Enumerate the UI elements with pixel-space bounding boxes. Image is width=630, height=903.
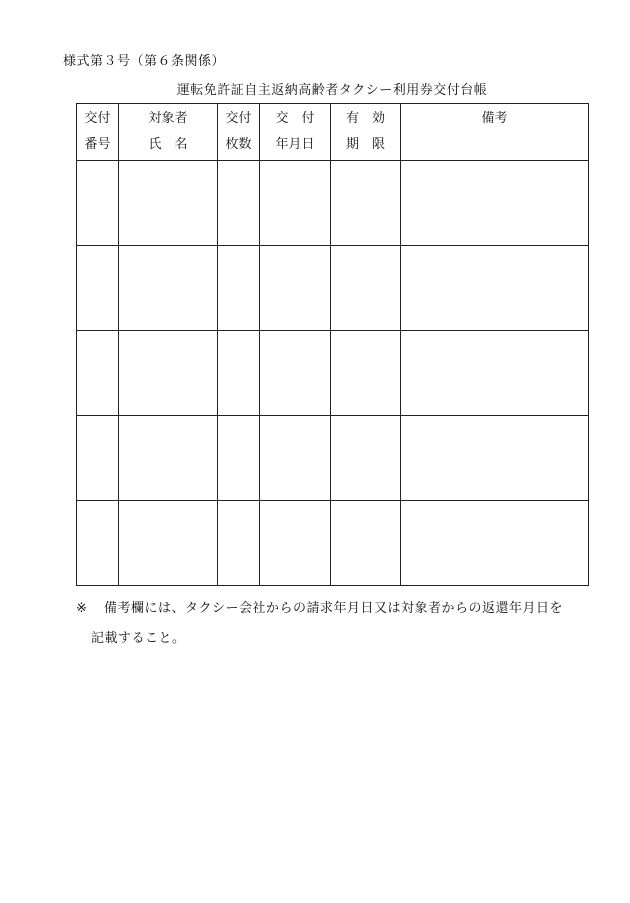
cell-expiry[interactable] <box>331 501 401 586</box>
header-issue-date-line1: 交 付 <box>275 111 315 126</box>
footnote-text-line1: 備考欄には、タクシー会社からの請求年月日又は対象者からの返還年月日を <box>104 601 564 616</box>
table-row <box>77 246 589 331</box>
table-row <box>77 161 589 246</box>
cell-expiry[interactable] <box>331 331 401 416</box>
header-expiry-line2: 期 限 <box>345 137 385 152</box>
cell-issued-count[interactable] <box>218 246 260 331</box>
header-issue-date <box>260 104 331 161</box>
header-recipient-name <box>119 104 218 161</box>
header-recipient-name-line1: 対象者 <box>148 111 188 126</box>
header-issue-date-line2: 年月日 <box>275 137 315 152</box>
cell-recipient-name[interactable] <box>119 416 218 501</box>
cell-remarks[interactable] <box>401 331 589 416</box>
cell-remarks[interactable] <box>401 161 589 246</box>
footnote-line1 <box>76 597 563 616</box>
header-row <box>77 104 589 161</box>
cell-remarks[interactable] <box>401 501 589 586</box>
header-issue-number-line2: 番号 <box>84 137 111 152</box>
cell-remarks[interactable] <box>401 416 589 501</box>
document-title: 運転免許証自主返納高齢者タクシー利用券交付台帳 <box>176 83 488 98</box>
header-expiry <box>331 104 401 161</box>
cell-issued-count[interactable] <box>218 416 260 501</box>
cell-issue-number[interactable] <box>77 331 119 416</box>
cell-issue-date[interactable] <box>260 416 331 501</box>
cell-issue-date[interactable] <box>260 501 331 586</box>
header-issued-count <box>218 104 260 161</box>
table-row <box>77 331 589 416</box>
cell-expiry[interactable] <box>331 246 401 331</box>
cell-recipient-name[interactable] <box>119 161 218 246</box>
reference-mark: ※ <box>76 601 88 616</box>
cell-recipient-name[interactable] <box>119 331 218 416</box>
table-row <box>77 501 589 586</box>
cell-issue-number[interactable] <box>77 501 119 586</box>
cell-expiry[interactable] <box>331 416 401 501</box>
cell-issue-number[interactable] <box>77 161 119 246</box>
header-recipient-name-line2: 氏 名 <box>148 137 188 152</box>
header-issue-number <box>77 104 119 161</box>
cell-issue-date[interactable] <box>260 246 331 331</box>
ledger-table <box>76 103 589 586</box>
footnote-line2: 記載すること。 <box>91 631 186 646</box>
cell-remarks[interactable] <box>401 246 589 331</box>
form-number: 様式第３号（第６条関係） <box>63 54 226 69</box>
cell-issue-date[interactable] <box>260 161 331 246</box>
cell-issue-number[interactable] <box>77 246 119 331</box>
table-row <box>77 416 589 501</box>
header-expiry-line1: 有 効 <box>345 111 385 126</box>
cell-issue-date[interactable] <box>260 331 331 416</box>
cell-issued-count[interactable] <box>218 331 260 416</box>
cell-issue-number[interactable] <box>77 416 119 501</box>
header-remarks-line1: 備考 <box>481 111 508 126</box>
header-issue-number-line1: 交付 <box>84 111 111 126</box>
cell-issued-count[interactable] <box>218 501 260 586</box>
header-issued-count-line2: 枚数 <box>225 137 252 152</box>
cell-issued-count[interactable] <box>218 161 260 246</box>
header-issued-count-line1: 交付 <box>225 111 252 126</box>
cell-recipient-name[interactable] <box>119 501 218 586</box>
header-remarks <box>401 104 589 161</box>
cell-recipient-name[interactable] <box>119 246 218 331</box>
cell-expiry[interactable] <box>331 161 401 246</box>
